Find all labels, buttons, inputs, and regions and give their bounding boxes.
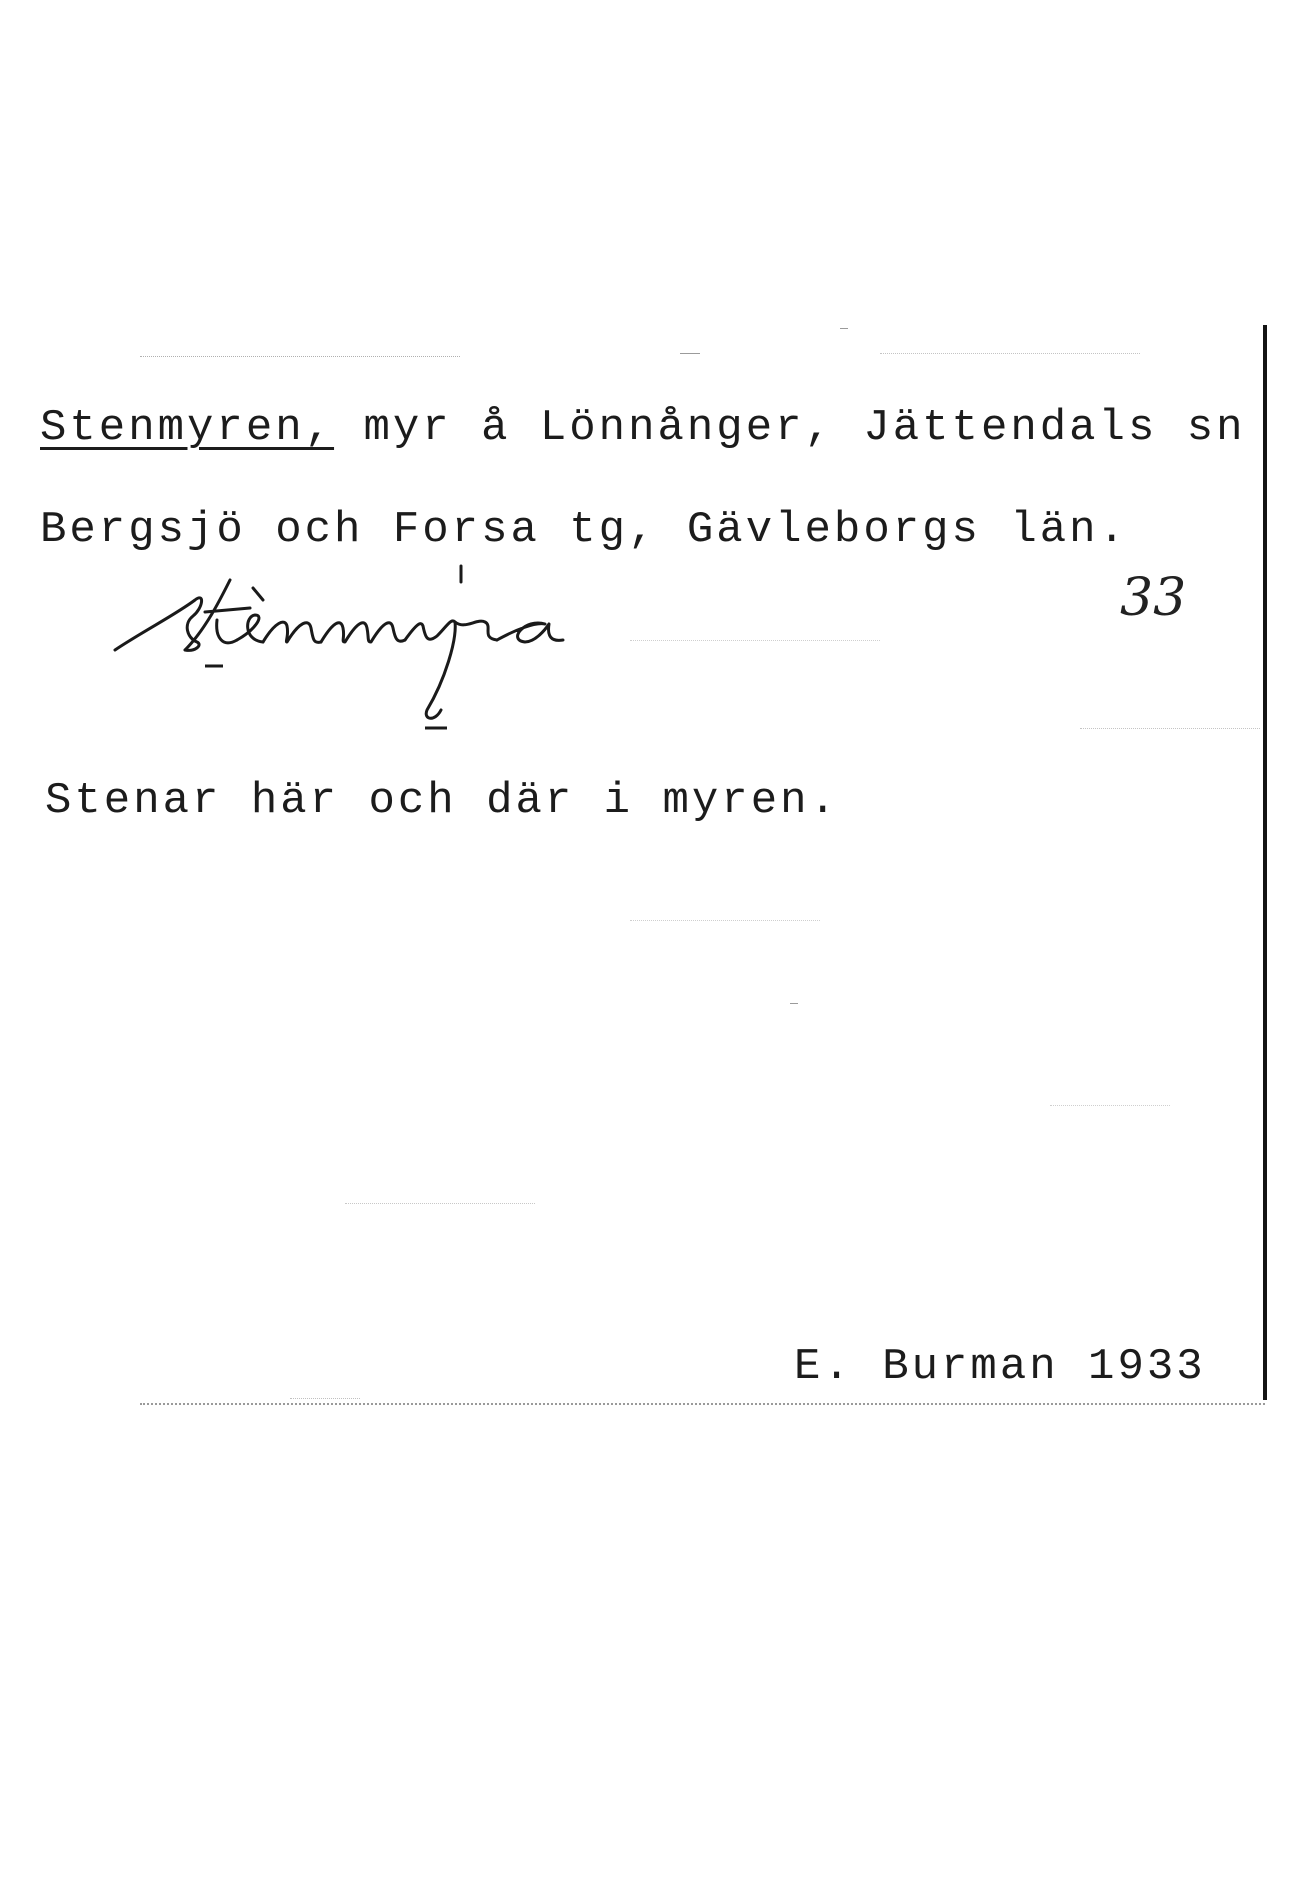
typed-line-1: [40, 403, 1246, 453]
scan-speck: [1080, 728, 1260, 730]
entry-location: myr å Lönnånger, Jättendals sn: [334, 403, 1246, 453]
scan-speck: [880, 353, 1140, 355]
scan-speck: [290, 1398, 360, 1400]
page-number: 33: [1120, 568, 1187, 628]
note-line: Stenar här och där i myren.: [45, 776, 839, 826]
signature-line: E. Burman 1933: [794, 1342, 1206, 1392]
entry-name: Stenmyren,: [40, 403, 335, 453]
scan-speck: [680, 353, 700, 354]
scan-speck: [1050, 1105, 1170, 1107]
scan-speck: [790, 1003, 798, 1004]
typed-line-2: Bergsjö och Forsa tg, Gävleborgs län.: [40, 505, 1128, 555]
scan-speck: [345, 1203, 535, 1205]
card-top-rule: [140, 356, 460, 357]
card-bottom-rule: [140, 1403, 1265, 1405]
handwritten-dialect-form: [105, 560, 705, 730]
scan-speck: [630, 920, 820, 922]
card-right-edge: [1263, 325, 1267, 1400]
scan-speck: [840, 328, 848, 329]
